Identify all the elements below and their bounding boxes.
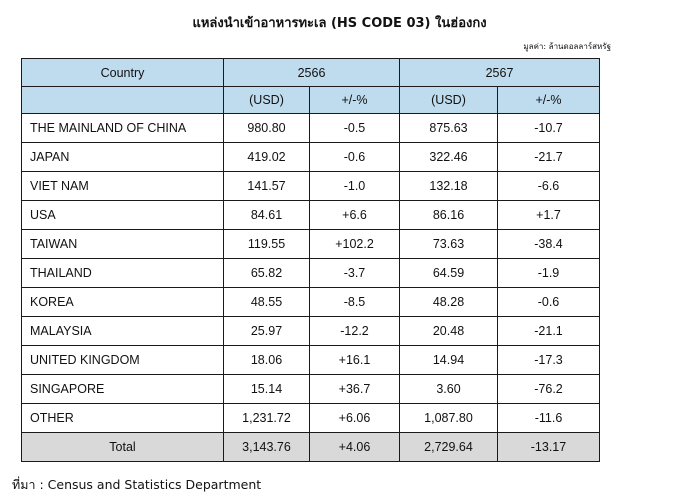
- value-2567-cell: 14.94: [400, 346, 498, 375]
- page-title: แหล่งนำเข้าอาหารทะเล (HS CODE 03) ในฮ่องกง: [192, 16, 487, 31]
- value-2567-cell: 20.48: [400, 317, 498, 346]
- change-2567-cell: +1.7: [498, 201, 600, 230]
- country-cell: VIET NAM: [22, 172, 224, 201]
- change-2566-header: +/-%: [310, 87, 400, 114]
- change-2567-cell: -17.3: [498, 346, 600, 375]
- country-cell: UNITED KINGDOM: [22, 346, 224, 375]
- change-2566-cell: +6.6: [310, 201, 400, 230]
- value-2566-header: (USD): [224, 87, 310, 114]
- total-change-2566-cell: +4.06: [310, 433, 400, 462]
- table-body: [22, 114, 600, 462]
- country-cell: JAPAN: [22, 143, 224, 172]
- change-2566-cell: -0.5: [310, 114, 400, 143]
- value-2567-cell: 3.60: [400, 375, 498, 404]
- total-value-2567-cell: 2,729.64: [400, 433, 498, 462]
- value-2566-cell: 419.02: [224, 143, 310, 172]
- change-2566-cell: -3.7: [310, 259, 400, 288]
- seafood-import-table: [21, 58, 600, 462]
- table-row: [22, 346, 600, 375]
- table-subheader-row: [22, 87, 600, 114]
- change-2566-cell: +16.1: [310, 346, 400, 375]
- table-row: [22, 288, 600, 317]
- change-2567-cell: -11.6: [498, 404, 600, 433]
- total-row: [22, 433, 600, 462]
- table-row: [22, 404, 600, 433]
- country-cell: MALAYSIA: [22, 317, 224, 346]
- table-row: [22, 201, 600, 230]
- country-cell: TAIWAN: [22, 230, 224, 259]
- change-2566-cell: +6.06: [310, 404, 400, 433]
- country-cell: OTHER: [22, 404, 224, 433]
- table-row: [22, 317, 600, 346]
- value-2567-cell: 64.59: [400, 259, 498, 288]
- value-2567-cell: 875.63: [400, 114, 498, 143]
- year-2567-header: 2567: [400, 59, 600, 87]
- country-cell: KOREA: [22, 288, 224, 317]
- value-2567-cell: 132.18: [400, 172, 498, 201]
- table-row: [22, 230, 600, 259]
- country-header: Country: [22, 59, 224, 87]
- total-country-cell: Total: [22, 433, 224, 462]
- change-2567-header: +/-%: [498, 87, 600, 114]
- country-subheader-empty: [22, 87, 224, 114]
- change-2567-cell: -10.7: [498, 114, 600, 143]
- change-2567-cell: -21.7: [498, 143, 600, 172]
- value-2567-cell: 86.16: [400, 201, 498, 230]
- change-2566-cell: -0.6: [310, 143, 400, 172]
- value-2567-cell: 1,087.80: [400, 404, 498, 433]
- value-2566-cell: 980.80: [224, 114, 310, 143]
- year-2566-header: 2566: [224, 59, 400, 87]
- total-change-2567-cell: -13.17: [498, 433, 600, 462]
- table-row: [22, 375, 600, 404]
- value-2566-cell: 141.57: [224, 172, 310, 201]
- value-2566-cell: 48.55: [224, 288, 310, 317]
- value-2566-cell: 1,231.72: [224, 404, 310, 433]
- value-2566-cell: 25.97: [224, 317, 310, 346]
- change-2567-cell: -38.4: [498, 230, 600, 259]
- value-2566-cell: 15.14: [224, 375, 310, 404]
- value-2567-cell: 322.46: [400, 143, 498, 172]
- change-2567-cell: -0.6: [498, 288, 600, 317]
- value-2566-cell: 84.61: [224, 201, 310, 230]
- value-2566-cell: 119.55: [224, 230, 310, 259]
- value-2567-cell: 48.28: [400, 288, 498, 317]
- value-2567-header: (USD): [400, 87, 498, 114]
- source-note: ที่มา : Census and Statistics Department: [12, 477, 262, 492]
- table-row: [22, 259, 600, 288]
- change-2567-cell: -21.1: [498, 317, 600, 346]
- change-2567-cell: -6.6: [498, 172, 600, 201]
- table-row: [22, 114, 600, 143]
- change-2566-cell: +36.7: [310, 375, 400, 404]
- value-2566-cell: 18.06: [224, 346, 310, 375]
- change-2567-cell: -76.2: [498, 375, 600, 404]
- change-2566-cell: +102.2: [310, 230, 400, 259]
- table-row: [22, 172, 600, 201]
- change-2566-cell: -8.5: [310, 288, 400, 317]
- value-2566-cell: 65.82: [224, 259, 310, 288]
- value-2567-cell: 73.63: [400, 230, 498, 259]
- change-2566-cell: -1.0: [310, 172, 400, 201]
- country-cell: THAILAND: [22, 259, 224, 288]
- country-cell: THE MAINLAND OF CHINA: [22, 114, 224, 143]
- change-2567-cell: -1.9: [498, 259, 600, 288]
- country-cell: USA: [22, 201, 224, 230]
- table-row: [22, 143, 600, 172]
- country-cell: SINGAPORE: [22, 375, 224, 404]
- unit-note: มูลค่า: ล้านดอลลาร์สหรัฐ: [523, 42, 611, 51]
- change-2566-cell: -12.2: [310, 317, 400, 346]
- table-header-row: [22, 59, 600, 87]
- total-value-2566-cell: 3,143.76: [224, 433, 310, 462]
